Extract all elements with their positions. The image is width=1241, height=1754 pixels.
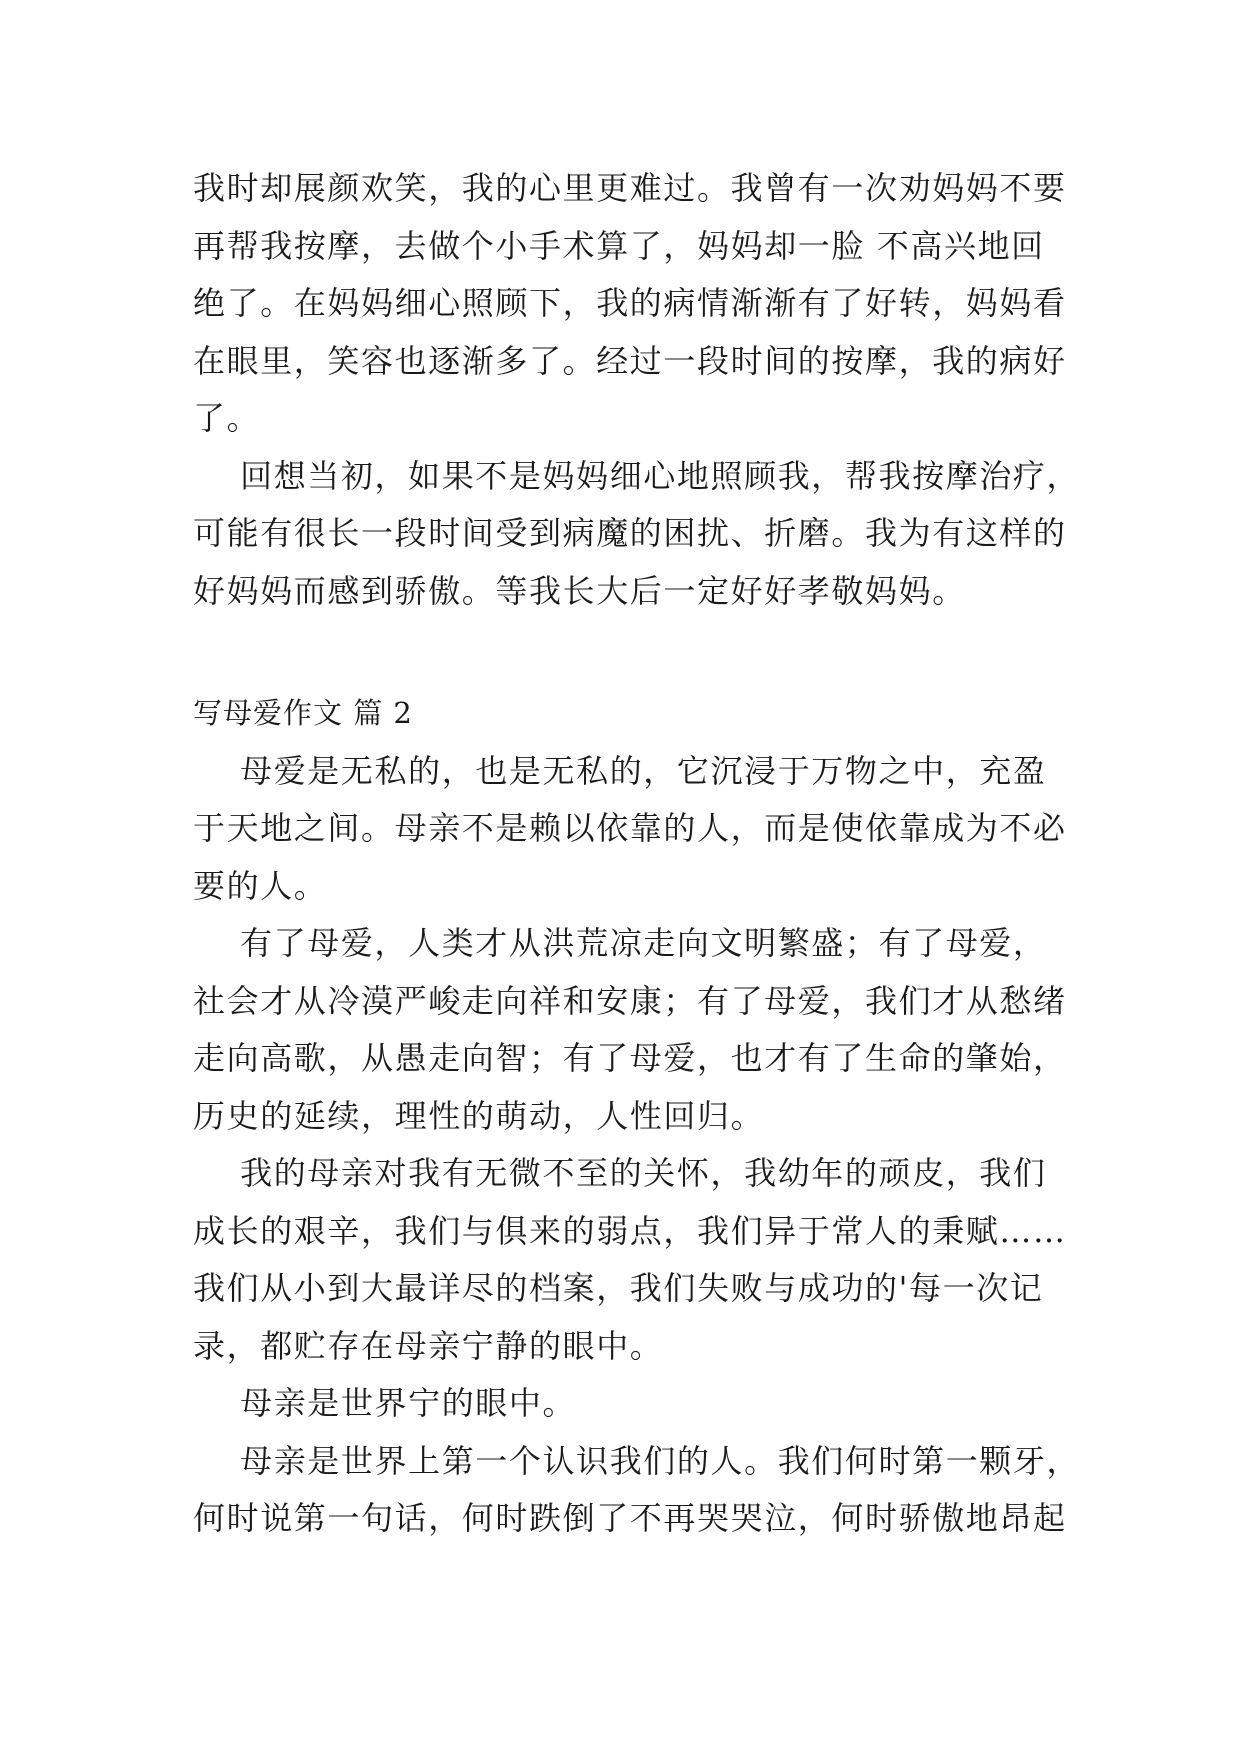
section-gap	[193, 620, 1063, 685]
text-line: 可能有很长一段时间受到病魔的困扰、折磨。我为有这样的	[193, 514, 1067, 552]
document-body	[193, 160, 1081, 1548]
text-line: 走向高歌，从愚走向智；有了母爱，也才有了生命的肇始，	[193, 1039, 1067, 1077]
text-line: 成长的艰辛，我们与俱来的弱点，我们异于常人的秉赋……	[193, 1211, 1067, 1250]
text-line: 于天地之间。母亲不是赖以依靠的人，而是使依靠成为不必	[193, 809, 1067, 847]
text-line: 在眼里，笑容也逐渐多了。经过一段时间的按摩，我的病好	[193, 341, 1067, 380]
paragraph-block-1	[193, 160, 1081, 620]
text-line: 我们从小到大最详尽的档案，我们失败与成功的'每一次记	[193, 1269, 1044, 1307]
text-line: 要的人。	[193, 866, 328, 905]
text-line: 回想当初，如果不是妈妈细心地照顾我，帮我按摩治疗，	[193, 456, 1081, 495]
text-line: 有了母爱，人类才从洪荒凉走向文明繁盛；有了母爱，	[193, 924, 1047, 962]
text-line: 绝了。在妈妈细心照顾下，我的病情渐渐有了好转，妈妈看	[193, 284, 1067, 322]
text-line: 再帮我按摩，去做个小手术算了，妈妈却一脸 不高兴地回	[193, 226, 1045, 265]
text-line: 母亲是世界宁的眼中。	[193, 1384, 577, 1422]
text-line: 社会才从冷漠严峻走向祥和安康；有了母爱，我们才从愁绪	[193, 981, 1067, 1020]
text-line: 我时却展颜欢笑，我的心里更难过。我曾有一次劝妈妈不要	[193, 169, 1067, 207]
text-line: 何时说第一句话，何时跌倒了不再哭哭泣，何时骄傲地昂起	[193, 1499, 1067, 1537]
text-line: 母亲是世界上第一个认识我们的人。我们何时第一颗牙，	[193, 1441, 1081, 1480]
text-line: 我的母亲对我有无微不至的关怀，我幼年的顽皮，我们	[193, 1154, 1047, 1192]
section-heading: 写母爱作文 篇 2	[193, 696, 413, 730]
text-line: 了。	[193, 399, 261, 437]
text-line: 好妈妈而感到骄傲。等我长大后一定好好孝敬妈妈。	[193, 571, 966, 610]
text-line: 母爱是无私的，也是无私的，它沉浸于万物之中，充盈	[193, 751, 1047, 790]
text-line: 历史的延续，理性的萌动，人性回归。	[193, 1096, 765, 1135]
paragraph-block-2	[193, 743, 1081, 1548]
text-line: 录，都贮存在母亲宁静的眼中。	[193, 1326, 664, 1365]
